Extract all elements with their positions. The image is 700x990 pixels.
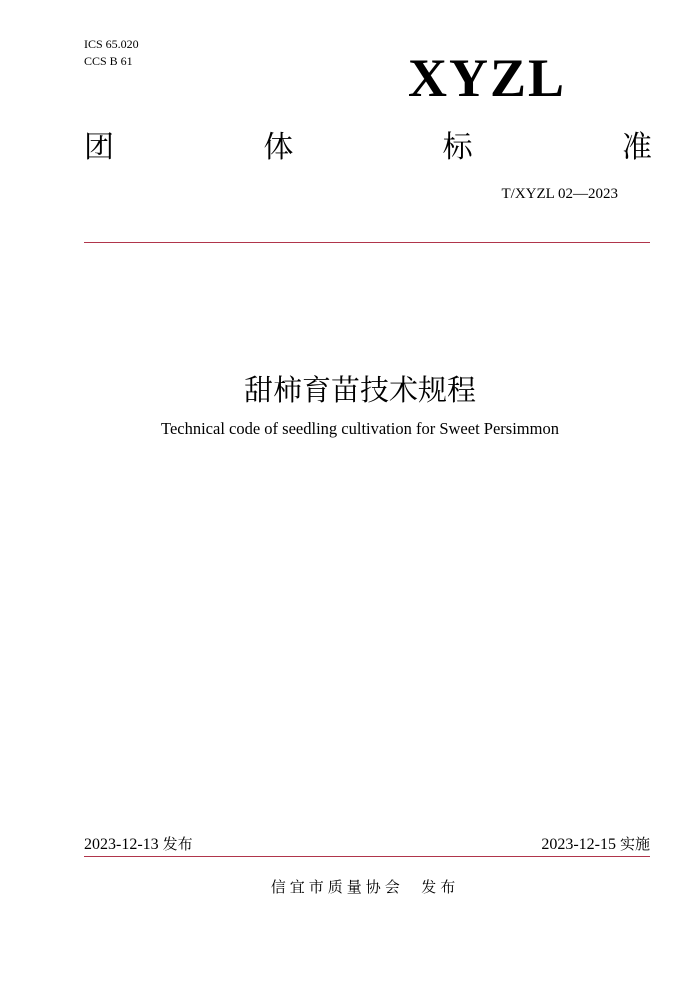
title-chinese: 甜柿育苗技术规程 — [243, 373, 476, 407]
standard-kind-char: 标 — [442, 130, 473, 165]
standard-kind-heading — [84, 128, 652, 168]
implement-date-line — [541, 834, 650, 855]
top-divider — [84, 242, 650, 243]
standard-kind-char: 准 — [621, 130, 652, 165]
standard-kind-char: 体 — [263, 130, 294, 165]
implement-label: 实施 — [619, 835, 650, 853]
association-logo: XYZL — [408, 48, 567, 108]
publish-label: 发布 — [162, 835, 193, 853]
publisher: 信宜市质量协会 发布 — [270, 878, 460, 896]
title-english: Technical code of seedling cultivation for Sweet Persimmon — [161, 419, 559, 438]
standard-kind-char: 团 — [84, 130, 114, 165]
standard-number: T/XYZL 02—2023 — [501, 186, 618, 202]
implement-date: 2023-12-15 — [541, 836, 616, 853]
publish-date: 2023-12-13 — [84, 836, 159, 853]
bottom-divider — [84, 856, 650, 857]
ics-code: ICS 65.020 — [84, 37, 139, 51]
publish-date-line — [84, 834, 193, 855]
classification-codes — [84, 36, 139, 70]
ccs-code: CCS B 61 — [84, 54, 133, 68]
